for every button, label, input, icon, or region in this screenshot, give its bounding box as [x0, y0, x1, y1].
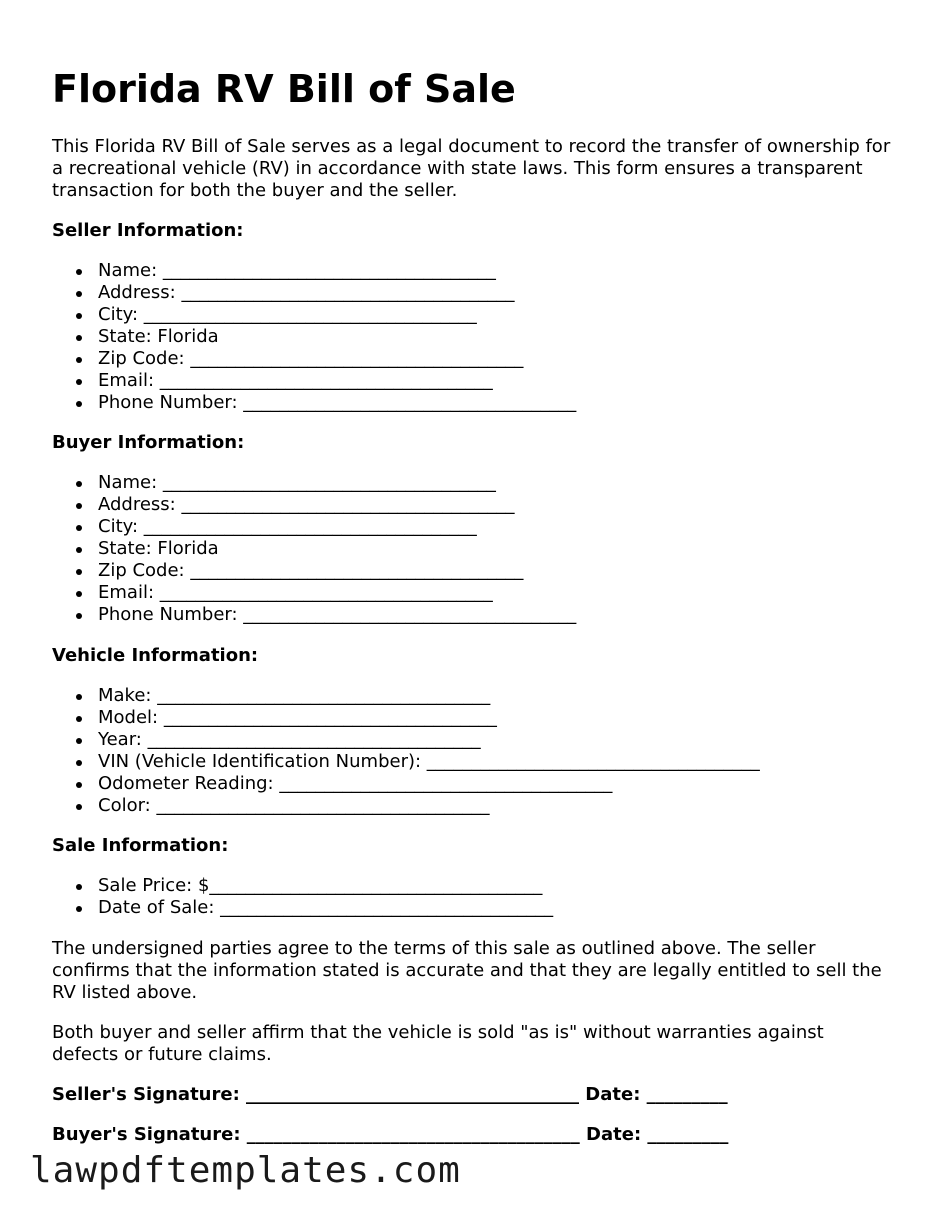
sale-price-field: Sale Price: $_____________________________________	[98, 875, 553, 897]
as-is-paragraph: Both buyer and seller affirm that the vehicle is sold "as is" without warranties against defects or future claims.	[52, 1022, 824, 1065]
buyer-state-field: State: Florida	[98, 538, 576, 560]
sale-field-list	[52, 875, 553, 919]
seller-phone-field: Phone Number: _____________________________________	[98, 392, 577, 413]
seller-email-field: Email: _____________________________________	[98, 370, 576, 392]
buyer-name-field: Name: _____________________________________	[98, 472, 576, 494]
document-title: Florida RV Bill of Sale	[52, 67, 516, 111]
vehicle-heading: Vehicle Information:	[52, 645, 259, 666]
vehicle-year-field: Year: _____________________________________	[98, 729, 760, 751]
seller-name-field: Name: _____________________________________	[98, 260, 576, 282]
buyer-heading: Buyer Information:	[52, 432, 245, 453]
vehicle-model-field: Model: _____________________________________	[98, 707, 760, 729]
buyer-email-field: Email: _____________________________________	[98, 582, 576, 604]
seller-state-field: State: Florida	[98, 326, 576, 348]
vehicle-field-list	[52, 685, 760, 817]
seller-field-list	[52, 260, 576, 414]
vehicle-make-field: Make: _____________________________________	[98, 685, 760, 707]
intro-paragraph: This Florida RV Bill of Sale serves as a legal document to record the transfer of ownership for a recreational vehicle (RV) in accordance with state laws. This form ensures a transparent transaction for both the buyer and the seller.	[52, 136, 891, 201]
agreement-paragraph: The undersigned parties agree to the terms of this sale as outlined above. The seller confirms that the information stated is accurate and that they are legally entitled to sell the RV listed above.	[52, 938, 882, 1003]
seller-zip-field: Zip Code: _____________________________________	[98, 348, 576, 370]
vehicle-odometer-field: Odometer Reading: _____________________________________	[98, 773, 760, 795]
seller-city-field: City: _____________________________________	[98, 304, 576, 326]
sale-date-field: Date of Sale: _____________________________________	[98, 897, 554, 918]
vehicle-color-field: Color: _____________________________________	[98, 795, 760, 817]
buyer-address-field: Address: _____________________________________	[98, 494, 576, 516]
seller-address-field: Address: _____________________________________	[98, 282, 576, 304]
buyer-zip-field: Zip Code: _____________________________________	[98, 560, 576, 582]
vehicle-vin-field: VIN (Vehicle Identification Number): _____________________________________	[98, 751, 760, 772]
buyer-signature-line: Buyer's Signature: _____________________________________ Date: _________	[52, 1124, 729, 1145]
watermark-text: lawpdftemplates.com	[30, 1150, 461, 1191]
buyer-field-list	[52, 472, 576, 626]
sale-heading: Sale Information:	[52, 835, 229, 856]
buyer-phone-field: Phone Number: _____________________________________	[98, 604, 577, 625]
seller-signature-line: Seller's Signature: _____________________________________ Date: _________	[52, 1084, 728, 1105]
buyer-city-field: City: _____________________________________	[98, 516, 576, 538]
seller-heading: Seller Information:	[52, 220, 244, 241]
